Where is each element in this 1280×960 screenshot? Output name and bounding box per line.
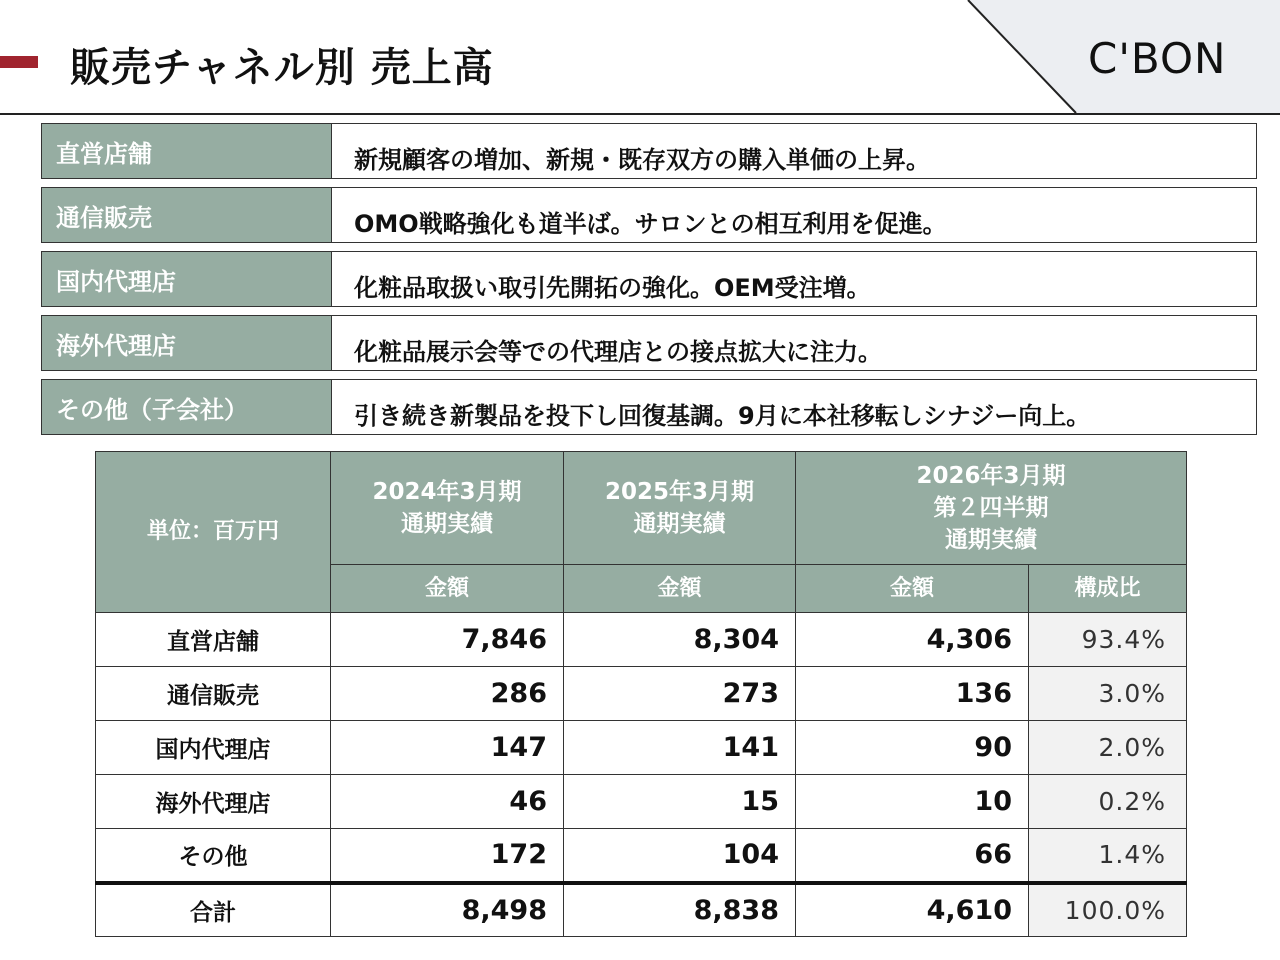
row-label: 国内代理店 xyxy=(96,721,331,775)
ratio-value: 2.0% xyxy=(1029,721,1187,775)
value-2025: 104 xyxy=(564,829,796,883)
ratio-value: 3.0% xyxy=(1029,667,1187,721)
table-row xyxy=(96,829,1187,883)
ratio-header: 構成比 xyxy=(1029,565,1187,613)
row-label: その他 xyxy=(96,829,331,883)
period-header-2024: 2024年3月期 通期実績 xyxy=(331,452,564,565)
channel-description: 新規顧客の増加、新規・既存双方の購入単価の上昇。 xyxy=(354,146,930,174)
value-2025: 141 xyxy=(564,721,796,775)
channel-description: 化粧品展示会等での代理店との接点拡大に注力。 xyxy=(354,338,882,366)
table-row xyxy=(96,775,1187,829)
page-title: 販売チャネル別 売上高 xyxy=(70,45,494,91)
channel-name: その他（子会社） xyxy=(42,380,332,434)
sales-by-channel-table xyxy=(95,451,1187,937)
title-accent-bar xyxy=(0,56,38,68)
period-header-2026: 2026年3月期 第２四半期 通期実績 xyxy=(796,452,1187,565)
value-2025: 273 xyxy=(564,667,796,721)
value-2024: 172 xyxy=(331,829,564,883)
value-2026: 4,306 xyxy=(796,613,1029,667)
value-2026: 10 xyxy=(796,775,1029,829)
table-row xyxy=(96,721,1187,775)
channel-description: 化粧品取扱い取引先開拓の強化。OEM受注増。 xyxy=(354,274,871,302)
company-logo: C'BON xyxy=(1088,34,1227,83)
channel-name: 通信販売 xyxy=(42,188,332,242)
channel-row-mail-order xyxy=(41,187,1257,243)
ratio-value: 93.4% xyxy=(1029,613,1187,667)
channel-row-domestic-agents xyxy=(41,251,1257,307)
amount-header: 金額 xyxy=(564,565,796,613)
channel-name: 直営店舗 xyxy=(42,124,332,178)
unit-label: 単位：百万円 xyxy=(96,452,331,613)
total-label: 合計 xyxy=(96,883,331,937)
value-2024: 46 xyxy=(331,775,564,829)
value-2026: 66 xyxy=(796,829,1029,883)
total-2024: 8,498 xyxy=(331,883,564,937)
value-2025: 15 xyxy=(564,775,796,829)
total-2025: 8,838 xyxy=(564,883,796,937)
amount-header: 金額 xyxy=(331,565,564,613)
value-2026: 90 xyxy=(796,721,1029,775)
ratio-value: 1.4% xyxy=(1029,829,1187,883)
row-label: 直営店舗 xyxy=(96,613,331,667)
total-row xyxy=(96,883,1187,937)
header-divider xyxy=(0,113,1280,115)
amount-header: 金額 xyxy=(796,565,1029,613)
channel-name: 海外代理店 xyxy=(42,316,332,370)
value-2024: 286 xyxy=(331,667,564,721)
table-row xyxy=(96,667,1187,721)
total-2026: 4,610 xyxy=(796,883,1029,937)
period-header-2025: 2025年3月期 通期実績 xyxy=(564,452,796,565)
table-row xyxy=(96,613,1187,667)
channel-row-others xyxy=(41,379,1257,435)
ratio-value: 0.2% xyxy=(1029,775,1187,829)
total-ratio: 100.0% xyxy=(1029,883,1187,937)
channel-row-overseas-agents xyxy=(41,315,1257,371)
row-label: 通信販売 xyxy=(96,667,331,721)
channel-description: OMO戦略強化も道半ば。サロンとの相互利用を促進。 xyxy=(354,210,947,238)
channel-description: 引き続き新製品を投下し回復基調。9月に本社移転しシナジー向上。 xyxy=(354,402,1091,430)
channel-name: 国内代理店 xyxy=(42,252,332,306)
row-label: 海外代理店 xyxy=(96,775,331,829)
value-2024: 147 xyxy=(331,721,564,775)
value-2024: 7,846 xyxy=(331,613,564,667)
value-2025: 8,304 xyxy=(564,613,796,667)
value-2026: 136 xyxy=(796,667,1029,721)
channel-row-direct-stores xyxy=(41,123,1257,179)
